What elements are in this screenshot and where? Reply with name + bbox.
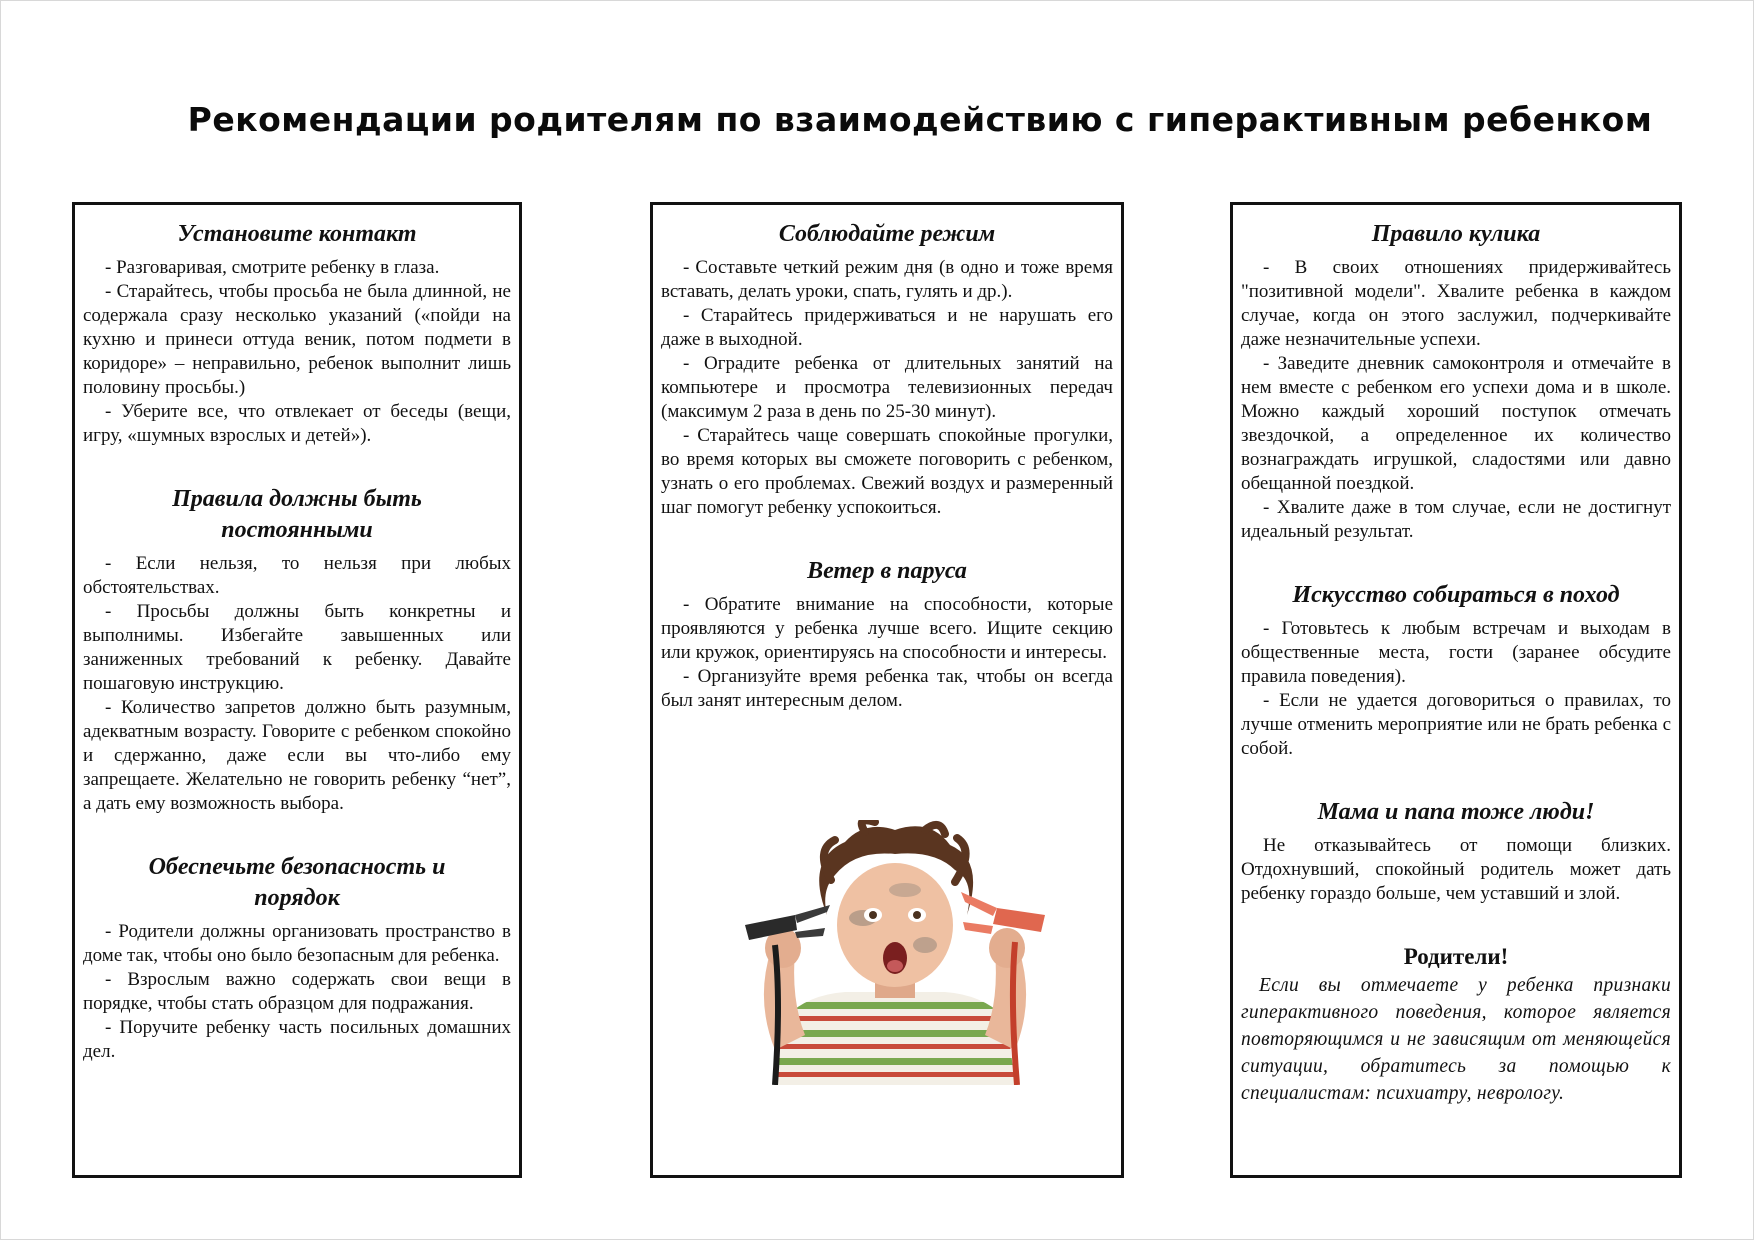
panel-right — [1230, 202, 1682, 1178]
page-title: Рекомендации родителям по взаимодействию с гиперактивным ребенком — [187, 100, 1653, 139]
child-photo — [735, 820, 1055, 1085]
paragraph: - Оградите ребенка от длительных занятий на компьютере и просмотра телевизионных передач (максимум 2 раза в день по 25-30 минут). — [661, 353, 1113, 422]
child-illustration — [735, 820, 1055, 1085]
section-heading: Соблюдайте режим — [778, 221, 996, 247]
paragraph: Не отказывайтесь от помощи близких. Отдохнувший, спокойный родитель может дать ребенку гораздо больше, чем уставший и злой. — [1241, 835, 1671, 904]
paragraph: - В своих отношениях придерживайтесь "позитивной модели". Хвалите ребенка в каждом случае, когда он этого заслужил, подчеркивайте даже незначительные успехи. — [1241, 257, 1671, 350]
paragraph: - Хвалите даже в том случае, если не достигнут идеальный результат. — [1241, 497, 1671, 542]
paragraph: - Разговаривая, смотрите ребенку в глаза. — [105, 257, 440, 278]
panel-left — [72, 202, 522, 1178]
paragraph: - Просьбы должны быть конкретны и выполнимы. Избегайте завышенных или заниженных требований к ребенку. Давайте пошаговую инструкцию. — [83, 601, 511, 694]
paragraph: - Старайтесь чаще совершать спокойные прогулки, во время которых вы сможете поговорить с ребенком, узнать о его проблемах. Свежий воздух и размеренный шаг помогут ребенку успокоиться. — [661, 425, 1113, 518]
section-heading: Правила должны быть постоянными — [172, 486, 422, 543]
section-heading: Мама и папа тоже люди! — [1317, 799, 1595, 825]
paragraph: - Если не удается договориться о правилах, то лучше отменить мероприятие или не брать ребенка с собой. — [1241, 690, 1671, 759]
section-heading: Ветер в паруса — [807, 558, 967, 584]
section-heading: Установите контакт — [177, 221, 417, 247]
paragraph: - Организуйте время ребенка так, чтобы он всегда был занят интересным делом. — [661, 666, 1113, 711]
paragraph: - Родители должны организовать пространство в доме так, чтобы оно было безопасным для ребенка. — [83, 921, 511, 966]
paragraph: - Старайтесь, чтобы просьба не была длинной, не содержала сразу несколько указаний («пойди на кухню и принеси оттуда веник, потом подмети в коридоре» – неправильно, ребенок выполнит лишь половину просьбы.) — [83, 281, 511, 398]
paragraph: - Уберите все, что отвлекает от беседы (вещи, игру, «шумных взрослых и детей»). — [83, 401, 511, 446]
paragraph: - Готовьтесь к любым встречам и выходам в общественные места, гости (заранее обсудите правила поведения). — [1241, 618, 1671, 687]
paragraph: - Составьте четкий режим дня (в одно и тоже время вставать, делать уроки, спать, гулять и др.). — [661, 257, 1113, 302]
paragraph: - Количество запретов должно быть разумным, адекватным возрасту. Говорите с ребенком спокойно и сдержанно, даже если вы что-либо ему запрещаете. Желательно не говорить ребенку “нет”, а дать ему возможность выбора. — [83, 697, 511, 814]
paragraph: - Взрослым важно содержать свои вещи в порядке, чтобы стать образцом для подражания. — [83, 969, 511, 1014]
section-heading: Правило кулика — [1371, 221, 1541, 247]
paragraph: - Обратите внимание на способности, которые проявляются у ребенка лучше всего. Ищите секцию или кружок, ориентируясь на способности и интересы. — [661, 594, 1113, 663]
parents-heading: Родители! — [1403, 944, 1509, 969]
paragraph: - Если нельзя, то нельзя при любых обстоятельствах. — [83, 553, 511, 598]
paragraph: - Поручите ребенку часть посильных домашних дел. — [83, 1017, 511, 1062]
paragraph: - Старайтесь придерживаться и не нарушать его даже в выходной. — [661, 305, 1113, 350]
parents-text: Если вы отмечаете у ребенка признаки гиперактивного поведения, которое является повторяющимся и не зависящим от меняющейся ситуации, обратитесь за помощью к специалистам: психиатру, неврологу. — [1241, 975, 1671, 1104]
paragraph: - Заведите дневник самоконтроля и отмечайте в нем вместе с ребенком его успехи дома и в школе. Можно каждый хороший поступок отмечать звездочкой, а определенное их количество вознаграждать игрушкой, сладостями или давно обещанной поездкой. — [1241, 353, 1671, 494]
section-heading: Искусство собираться в поход — [1292, 582, 1620, 608]
section-heading: Обеспечьте безопасность и порядок — [148, 854, 446, 911]
